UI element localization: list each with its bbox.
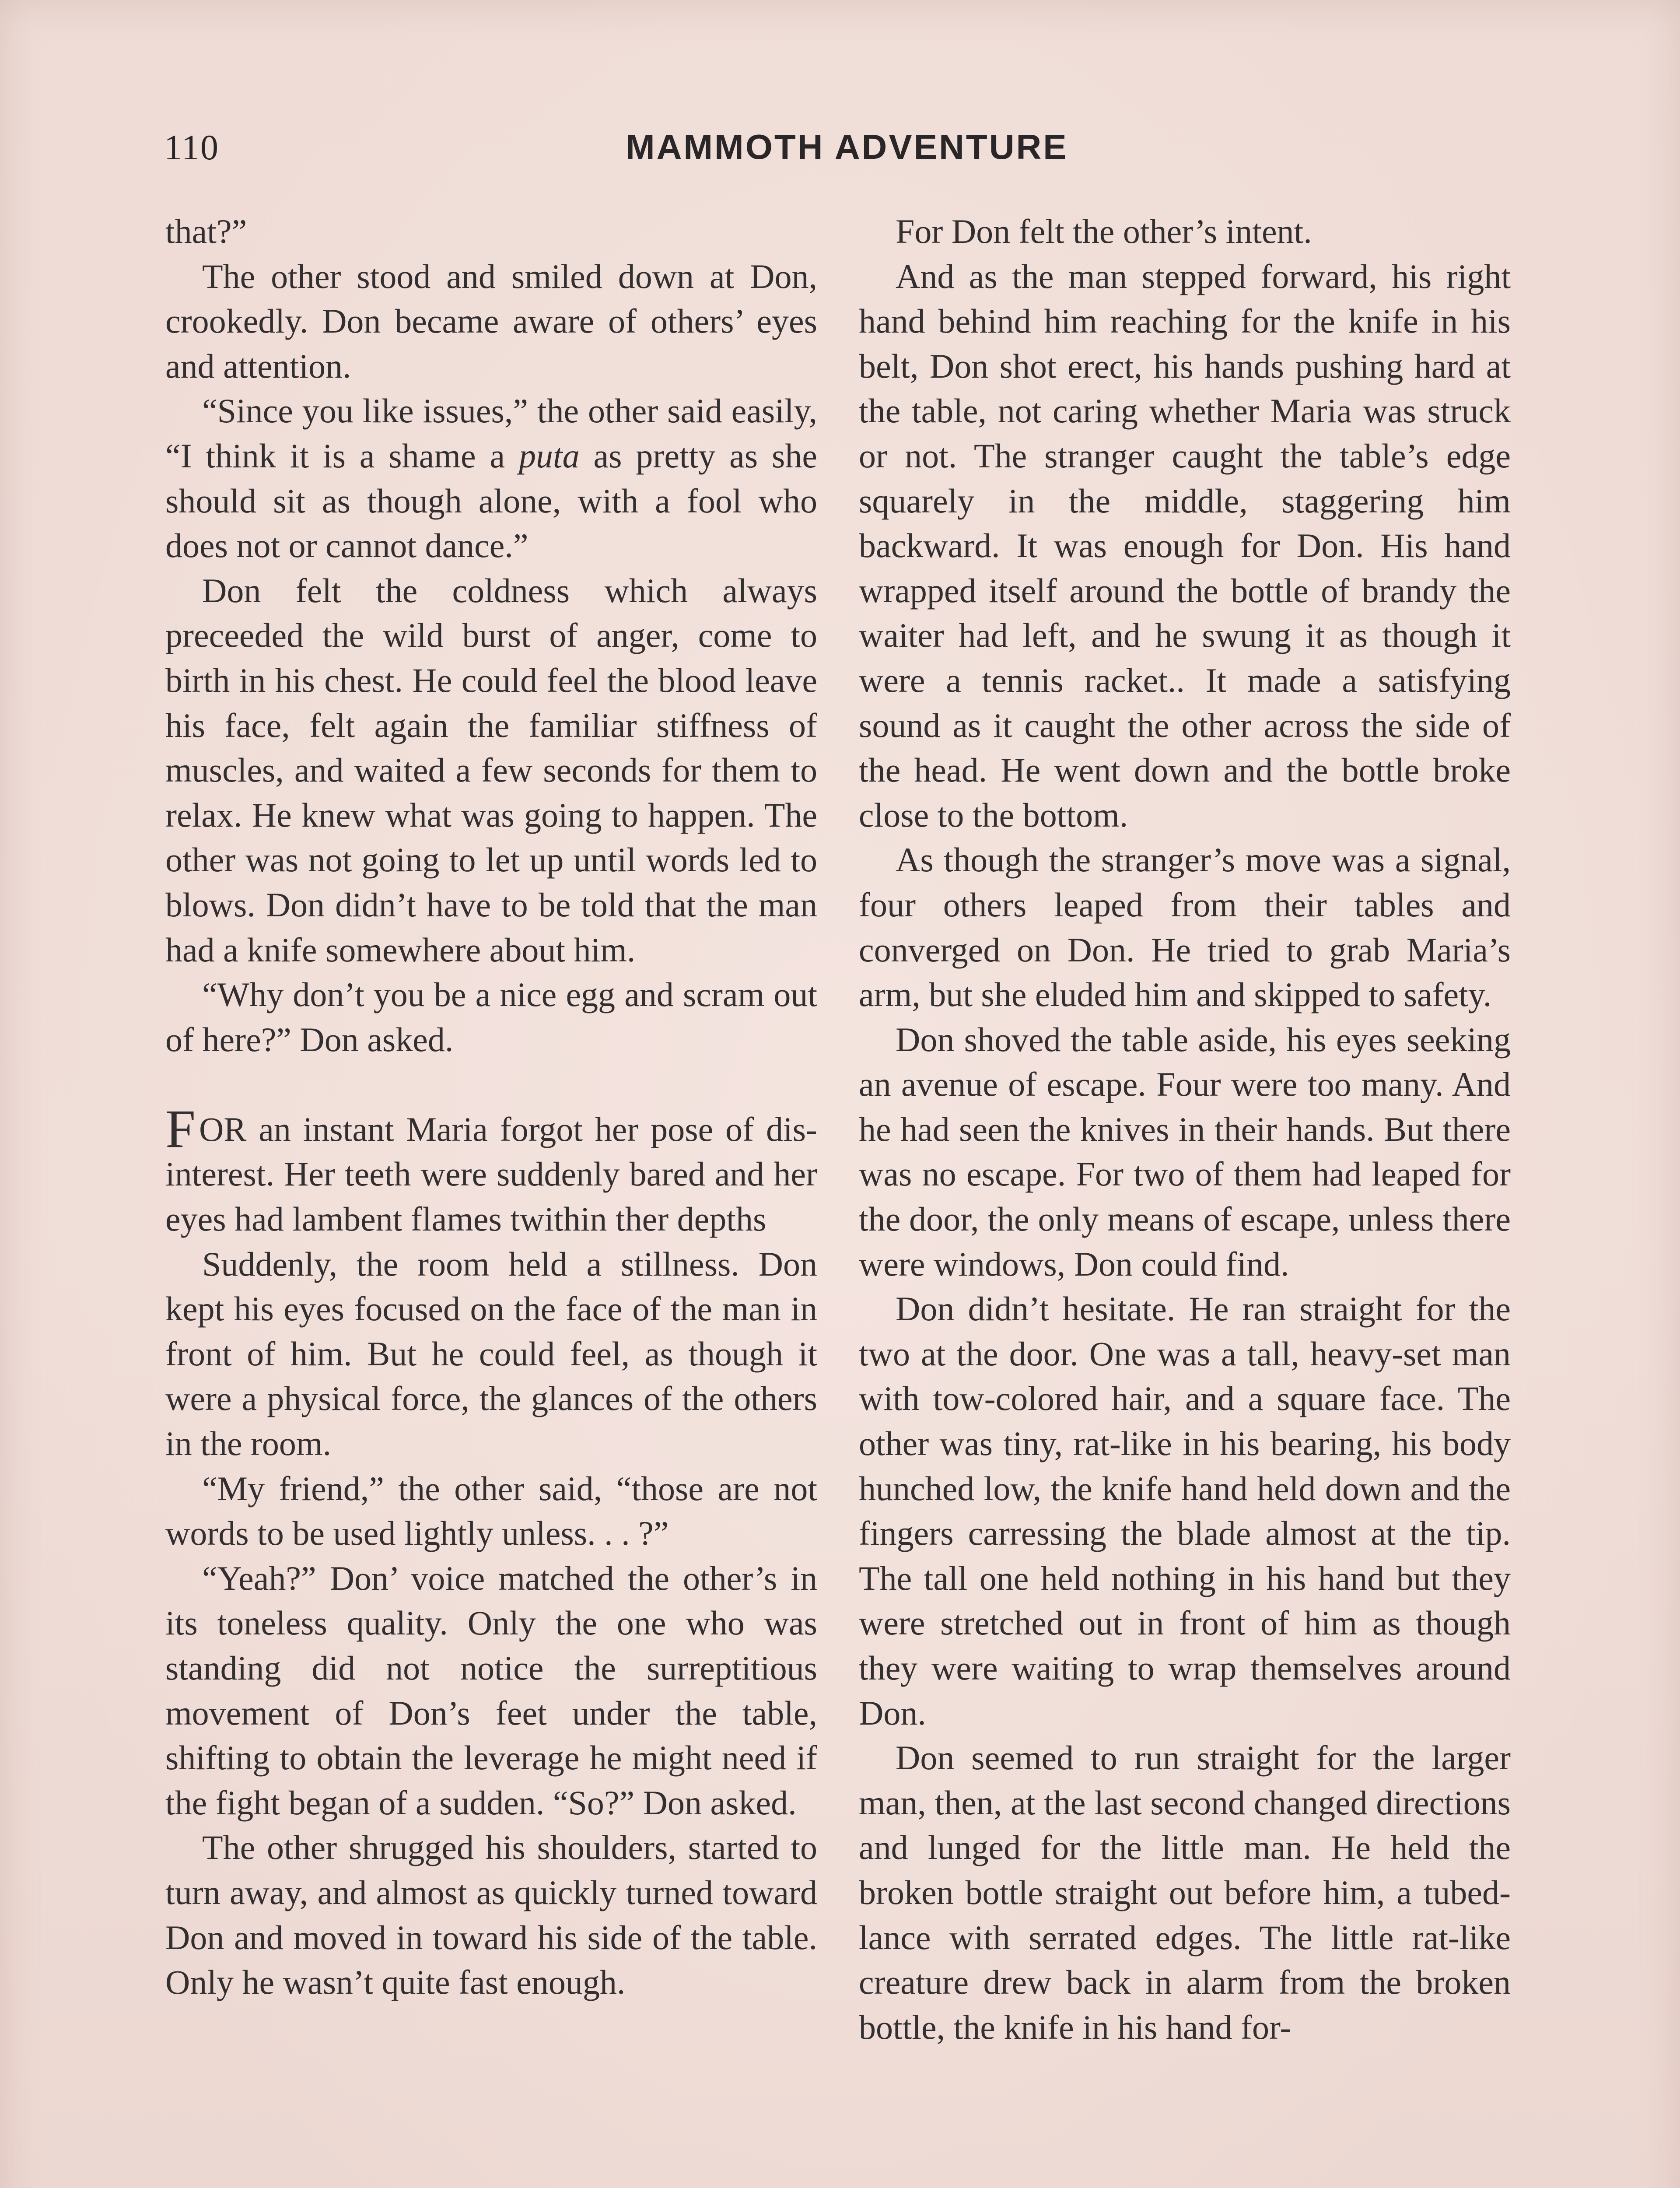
paragraph: “Why don’t you be a nice egg and scram out of here?” Don asked. (165, 975, 817, 1059)
text-column-right (859, 209, 1511, 2050)
paragraph: For Don felt the other’s intent. (896, 212, 1312, 250)
paragraph: The other stood and smiled down at Don, crookedly. Don became aware of others’ eyes and attention. (165, 257, 817, 385)
paragraph: Don felt the coldness which always preceeded the wild burst of anger, come to birth in his chest. He could feel the blood leave his face, felt again the familiar stiffness of muscles, and waited a few seconds for them to relax. He knew what was going to happen. The other was not going to let up until words led to blows. Don didn’t have to be told that the man had a knife somewhere about him. (165, 571, 817, 969)
paragraph: Don didn’t hesitate. He ran straight for the two at the door. One was a tall, heavy-set man with tow-colored hair, and a square face. The other was tiny, rat-like in his bearing, his body hunched low, the knife hand held down and the fingers carressing the blade almost at the tip. The tall one held nothing in his hand but they were stretched out in front of him as though they were waiting to wrap themselves around Don. (859, 1290, 1511, 1732)
paragraph: “Yeah?” Don’ voice matched the other’s in its toneless quality. Only the one who was standing did not notice the surreptitious movement of Don’s feet under the table, shifting to obtain the leverage he might need if the fight began of a sudden. “So?” Don asked. (165, 1559, 817, 1822)
running-head: MAMMOTH ADVENTURE (626, 127, 1068, 166)
page-number: 110 (164, 127, 219, 167)
paragraph: Suddenly, the room held a stillness. Don kept his eyes focused on the face of the man in front of him. But he could feel, as though it were a physical force, the glances of the others in the room. (165, 1245, 817, 1463)
paragraph: “Since you like issues,” the other said easily, “I think it is a shame a puta as pretty as she should sit as though alone, with a fool who does not or cannot dance.” (165, 392, 817, 565)
text-column-left (165, 209, 817, 2005)
paragraph: Don seemed to run straight for the larger man, then, at the last second changed directions and lunged for the little man. He held the broken bottle straight out before him, a tubed-lance with serrated edges. The little rat-like creature drew back in alarm from the broken bottle, the knife in his hand for- (859, 1739, 1511, 2046)
italic-word: puta (518, 436, 580, 475)
paragraph: As though the stranger’s move was a signal, four others leaped from their tables and converged on Don. He tried to grab Maria’s arm, but she eluded him and skipped to safety. (859, 841, 1511, 1014)
paragraph: Don shoved the table aside, his eyes seeking an avenue of escape. Four were too many. And he had seen the knives in their hands. But there was no escape. For two of them had leaped for the door, the only means of escape, unless there were windows, Don could find. (859, 1020, 1511, 1283)
drop-initial: F (165, 1098, 196, 1159)
paragraph: that?” (165, 212, 247, 250)
paragraph: And as the man stepped forward, his right hand behind him reaching for the knife in his belt, Don shot erect, his hands pushing hard at the table, not caring whether Maria was struck or not. The stranger caught the table’s edge squarely in the middle, staggering him backward. It was enough for Don. His hand wrapped itself around the bottle of brandy the waiter had left, and he swung it as though it were a tennis racket.. It made a satisfying sound as it caught the other across the side of the head. He went down and the bottle broke close to the bottom. (859, 257, 1511, 834)
paragraph-text: OR an instant Maria forgot her pose of dis-interest. Her teeth were suddenly bared and her eyes had lambent flames twithin ther depths (165, 1110, 817, 1238)
paragraph: “My friend,” the other said, “those are not words to be used lightly unless. . . ?” (165, 1469, 817, 1553)
paragraph: The other shrugged his shoulders, started to turn away, and almost as quickly turned toward Don and moved in toward his side of the table. Only he wasn’t quite fast enough. (165, 1828, 817, 2002)
section-opening-paragraph (165, 1098, 817, 1242)
